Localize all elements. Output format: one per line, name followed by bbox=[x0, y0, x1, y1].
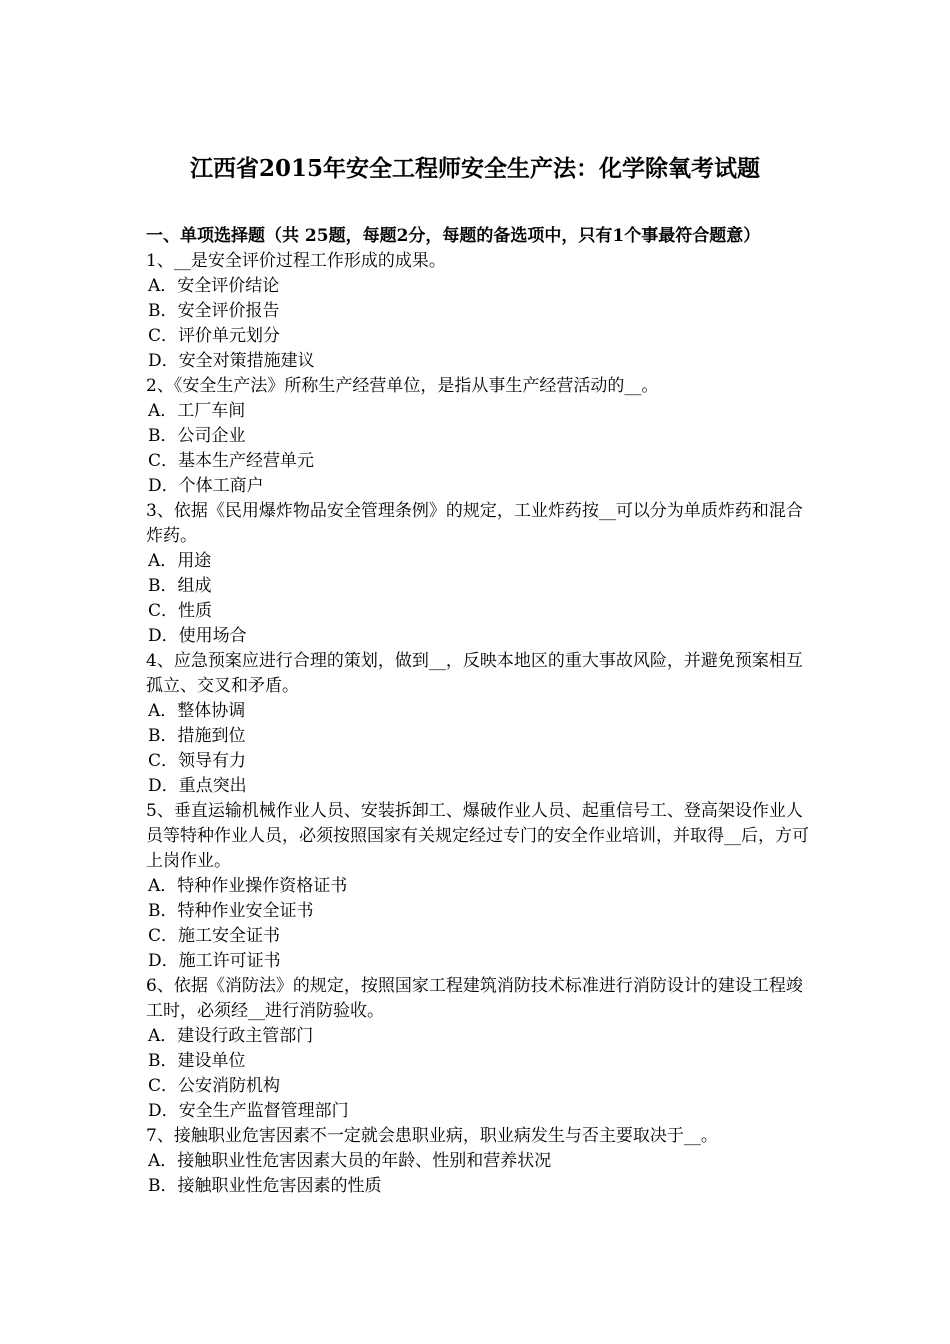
option-c: C．评价单元划分 bbox=[148, 326, 281, 346]
option-c: C．领导有力 bbox=[148, 751, 247, 771]
question-6 bbox=[146, 974, 814, 1124]
option-list bbox=[146, 1149, 814, 1199]
option-b: B．公司企业 bbox=[148, 426, 246, 446]
option-list bbox=[146, 399, 814, 499]
question-text: 4、应急预案应进行合理的策划，做到__，反映本地区的重大事故风险，并避免预案相互孤立、交叉和矛盾。 bbox=[146, 651, 803, 696]
option-b: B．特种作业安全证书 bbox=[148, 901, 314, 921]
option-c: C．基本生产经营单元 bbox=[148, 451, 315, 471]
question-list bbox=[146, 249, 814, 1199]
option-c: C．性质 bbox=[148, 601, 213, 621]
option-a: A．特种作业操作资格证书 bbox=[148, 876, 348, 896]
option-c: C．施工安全证书 bbox=[148, 926, 281, 946]
option-b: B．安全评价报告 bbox=[148, 301, 280, 321]
option-d: D．安全对策措施建议 bbox=[148, 351, 315, 371]
question-text: 3、依据《民用爆炸物品安全管理条例》的规定，工业炸药按__可以分为单质炸药和混合炸药。 bbox=[146, 501, 803, 546]
question-text: 7、接触职业危害因素不一定就会患职业病，职业病发生与否主要取决于__。 bbox=[146, 1126, 718, 1146]
option-a: A．安全评价结论 bbox=[148, 276, 280, 296]
option-d: D．使用场合 bbox=[148, 626, 247, 646]
option-list bbox=[146, 874, 814, 974]
question-3 bbox=[146, 499, 814, 649]
option-a: A．用途 bbox=[148, 551, 212, 571]
option-list bbox=[146, 1024, 814, 1124]
question-5 bbox=[146, 799, 814, 974]
option-list bbox=[146, 274, 814, 374]
option-a: A．整体协调 bbox=[148, 701, 246, 721]
option-list bbox=[146, 699, 814, 799]
question-text: 6、依据《消防法》的规定，按照国家工程建筑消防技术标准进行消防设计的建设工程竣工时，必须经__进行消防验收。 bbox=[146, 976, 803, 1021]
question-text: 2、《安全生产法》所称生产经营单位，是指从事生产经营活动的__。 bbox=[146, 376, 659, 396]
document-title: 江西省2015年安全工程师安全生产法：化学除氧考试题 bbox=[189, 155, 760, 182]
option-d: D．安全生产监督管理部门 bbox=[148, 1101, 349, 1121]
option-a: A．接触职业性危害因素大员的年龄、性别和营养状况 bbox=[148, 1151, 552, 1171]
question-text: 5、垂直运输机械作业人员、安装拆卸工、爆破作业人员、起重信号工、登高架设作业人员等特种作业人员，必须按照国家有关规定经过专门的安全作业培训，并取得__后，方可上岗作业。 bbox=[146, 801, 809, 871]
option-b: B．接触职业性危害因素的性质 bbox=[148, 1176, 382, 1196]
option-d: D．重点突出 bbox=[148, 776, 247, 796]
question-4 bbox=[146, 649, 814, 799]
option-a: A．建设行政主管部门 bbox=[148, 1026, 314, 1046]
section-heading: 一、单项选择题（共 25题，每题2分，每题的备选项中，只有1个事最符合题意） bbox=[146, 226, 761, 246]
option-b: B．建设单位 bbox=[148, 1051, 246, 1071]
question-2 bbox=[146, 374, 814, 499]
option-b: B．组成 bbox=[148, 576, 212, 596]
document-body bbox=[146, 224, 814, 1199]
option-d: D．施工许可证书 bbox=[148, 951, 281, 971]
option-list bbox=[146, 549, 814, 649]
option-b: B．措施到位 bbox=[148, 726, 246, 746]
option-d: D．个体工商户 bbox=[148, 476, 264, 496]
question-text: 1、__是安全评价过程工作形成的成果。 bbox=[146, 251, 446, 271]
question-7 bbox=[146, 1124, 814, 1199]
option-a: A．工厂车间 bbox=[148, 401, 246, 421]
question-1 bbox=[146, 249, 814, 374]
option-c: C．公安消防机构 bbox=[148, 1076, 281, 1096]
